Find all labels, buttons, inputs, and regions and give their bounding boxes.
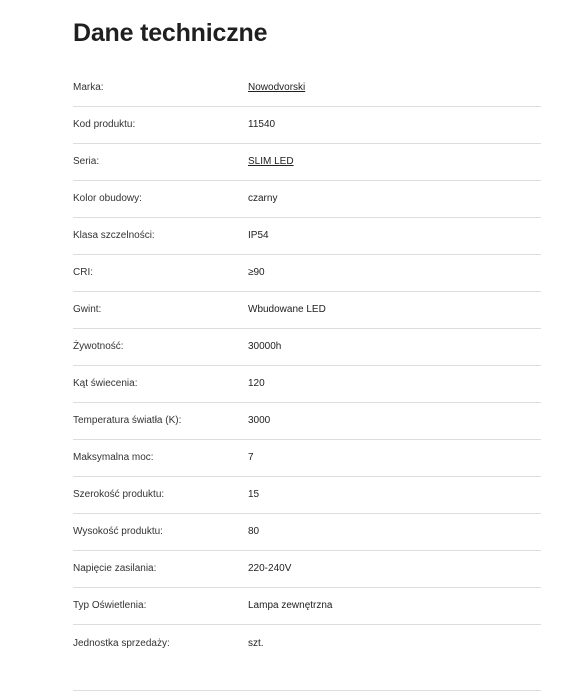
spec-value: IP54: [248, 230, 269, 241]
spec-row-lifetime: [73, 329, 541, 366]
spec-value: 220-240V: [248, 563, 292, 574]
spec-value: 80: [248, 526, 260, 537]
spec-value: Wbudowane LED: [248, 304, 326, 315]
spec-label: Gwint:: [73, 304, 102, 315]
spec-label: Seria:: [73, 156, 100, 167]
spec-label: Szerokość produktu:: [73, 489, 165, 500]
spec-row-max-power: [73, 440, 541, 477]
spec-row-supply-voltage: [73, 551, 541, 588]
spec-label: Klasa szczelności:: [73, 230, 155, 241]
spec-value: 7: [248, 452, 254, 463]
spec-value: 30000h: [248, 341, 282, 352]
spec-row-thread: [73, 292, 541, 329]
spec-row-product-width: [73, 477, 541, 514]
spec-label: CRI:: [73, 267, 93, 278]
brand-link[interactable]: Nowodvorski: [248, 82, 306, 93]
series-link[interactable]: SLIM LED: [248, 156, 294, 167]
spec-value: szt.: [248, 637, 264, 649]
spec-row-cri: [73, 255, 541, 292]
spec-value: ≥90: [248, 267, 265, 278]
spec-value: Lampa zewnętrzna: [248, 600, 333, 611]
spec-label: Wysokość produktu:: [73, 526, 163, 537]
spec-row-color-temperature: [73, 403, 541, 440]
spec-value: 11540: [248, 119, 276, 130]
spec-label: Napięcie zasilania:: [73, 563, 157, 574]
spec-table: [73, 70, 541, 662]
spec-label: Żywotność:: [73, 341, 124, 352]
spec-label: Temperatura światła (K):: [73, 415, 182, 426]
spec-value: 15: [248, 489, 260, 500]
spec-value: 3000: [248, 415, 271, 426]
spec-value: czarny: [248, 193, 278, 204]
spec-label: Typ Oświetlenia:: [73, 600, 147, 611]
spec-label: Maksymalna moc:: [73, 452, 154, 463]
spec-row-lighting-type: [73, 588, 541, 625]
spec-row-product-code: [73, 107, 541, 144]
spec-row-brand: [73, 70, 541, 107]
spec-row-sales-unit: [73, 625, 541, 662]
spec-label: Kąt świecenia:: [73, 378, 138, 389]
spec-label: Kolor obudowy:: [73, 193, 142, 204]
spec-row-housing-color: [73, 181, 541, 218]
spec-label: Marka:: [73, 82, 104, 93]
page-title: Dane techniczne: [73, 19, 268, 47]
spec-row-series: [73, 144, 541, 181]
spec-row-product-height: [73, 514, 541, 551]
spec-row-ip-class: [73, 218, 541, 255]
spec-row-beam-angle: [73, 366, 541, 403]
bottom-divider: [73, 690, 541, 691]
spec-value: 120: [248, 378, 265, 389]
spec-label: Kod produktu:: [73, 119, 136, 130]
spec-label: Jednostka sprzedaży:: [73, 637, 170, 649]
